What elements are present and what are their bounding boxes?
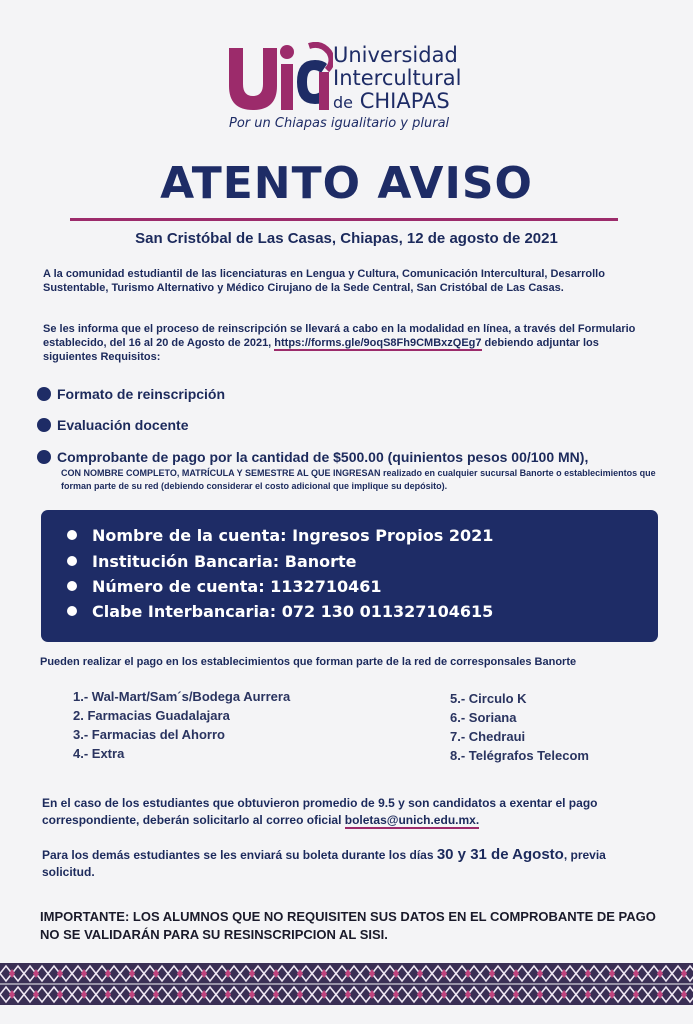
store-item: 6.- Soriana xyxy=(450,710,517,725)
store-item: 7.- Chedraui xyxy=(450,729,526,744)
bank-item xyxy=(67,602,493,621)
payment-note xyxy=(61,467,671,493)
bank-item-label: Clabe Interbancaria: 072 130 011327104615 xyxy=(92,602,494,621)
logo-line3: CHIAPAS xyxy=(359,89,450,113)
requirement-label: Comprobante de pago por la cantidad de $500.00 (quinientos pesos 00/100 MN), xyxy=(57,449,589,465)
exempt-paragraph xyxy=(42,795,654,829)
email-link[interactable]: boletas@unich.edu.mx. xyxy=(344,813,480,827)
requirement-item xyxy=(37,417,188,433)
store-item: 5.- Circulo K xyxy=(450,691,527,706)
store-item: 1.- Wal-Mart/Sam´s/Bodega Aurrera xyxy=(73,689,291,704)
intro-paragraph: A la comunidad estudiantil de las licenciaturas en Lengua y Cultura, Comunicación Intercultural, Desarrollo Sustentable, Turismo Alternativo y Médico Cirujano de la Sede Central, San Cristóbal de Las Casas. xyxy=(43,268,605,294)
form-link[interactable]: https://forms.gle/9oqS8Fh9CMBxzQEg7 xyxy=(274,337,482,349)
store-item: 4.- Extra xyxy=(73,746,125,761)
logo-line3-small: de xyxy=(333,93,353,112)
important-notice: IMPORTANTE: LOS ALUMNOS QUE NO REQUISITEN SUS DATOS EN EL COMPROBANTE DE PAGO NO SE VALIDARÁN PARA SU RESINSCRIPCION AL SISI. xyxy=(40,909,656,942)
process-text-after: debiendo adjuntar los siguientes Requisitos: xyxy=(43,337,599,363)
bullet-icon xyxy=(37,387,51,401)
title-divider xyxy=(70,218,618,221)
tagline: Por un Chiapas igualitario y plural xyxy=(229,116,450,131)
requirement-item xyxy=(37,386,225,402)
unich-logo-icon xyxy=(225,42,333,114)
bank-item xyxy=(67,577,382,596)
bullet-icon xyxy=(67,556,77,566)
bullet-icon xyxy=(37,418,51,432)
bullet-icon xyxy=(37,450,51,464)
page-title: ATENTO AVISO xyxy=(160,158,533,209)
decorative-border-pattern xyxy=(0,963,693,1005)
store-item: 3.- Farmacias del Ahorro xyxy=(73,727,225,742)
bullet-icon xyxy=(67,606,77,616)
payment-note-rest: realizado en cualquier sucursal Banorte o establecimientos que forman parte de su red (debiendo considerar el costo adicional que implique su depósito). xyxy=(61,468,656,491)
bank-item xyxy=(67,552,357,571)
bullet-icon xyxy=(67,530,77,540)
requirement-label: Formato de reinscripción xyxy=(57,386,226,402)
university-name xyxy=(333,44,461,114)
logo-line3-wrap xyxy=(333,90,461,114)
boleta-text1: Para los demás estudiantes se les enviará su boleta durante los días xyxy=(42,848,437,862)
requirement-item xyxy=(37,449,588,465)
exempt-text: En el caso de los estudiantes que obtuvieron promedio de 9.5 y son candidatos a exentar el pago correspondiente, deberán solicitarlo al correo oficial xyxy=(42,796,598,827)
bank-item xyxy=(67,526,493,545)
boleta-days: 30 y 31 de Agosto xyxy=(436,846,564,863)
store-item: 2. Farmacias Guadalajara xyxy=(73,708,230,723)
payment-note-caps: CON NOMBRE COMPLETO, MATRÍCULA Y SEMESTRE AL QUE INGRESAN xyxy=(61,468,381,478)
boleta-text2: , previa solicitud. xyxy=(42,848,606,879)
bank-item-label: Número de cuenta: 1132710461 xyxy=(92,577,382,596)
bank-item-label: Nombre de la cuenta: Ingresos Propios 2021 xyxy=(92,526,494,545)
logo-line2: Intercultural xyxy=(333,66,462,90)
store-item: 8.- Telégrafos Telecom xyxy=(450,748,589,763)
process-paragraph xyxy=(43,322,655,364)
bank-item-label: Institución Bancaria: Banorte xyxy=(92,552,357,571)
process-text-before: Se les informa que el proceso de reinscripción se llevará a cabo en la modalidad en línea, a través del Formulario establecido, del 16 al 20 de Agosto de 2021, xyxy=(43,323,636,349)
stores-note: Pueden realizar el pago en los establecimientos que forman parte de la red de corresponsales Banorte xyxy=(40,656,577,668)
boleta-paragraph xyxy=(42,846,656,881)
place-date: San Cristóbal de Las Casas, Chiapas, 12 de agosto de 2021 xyxy=(135,230,558,247)
logo-line1: Universidad xyxy=(333,43,458,67)
bullet-icon xyxy=(67,581,77,591)
requirement-label: Evaluación docente xyxy=(57,417,189,433)
